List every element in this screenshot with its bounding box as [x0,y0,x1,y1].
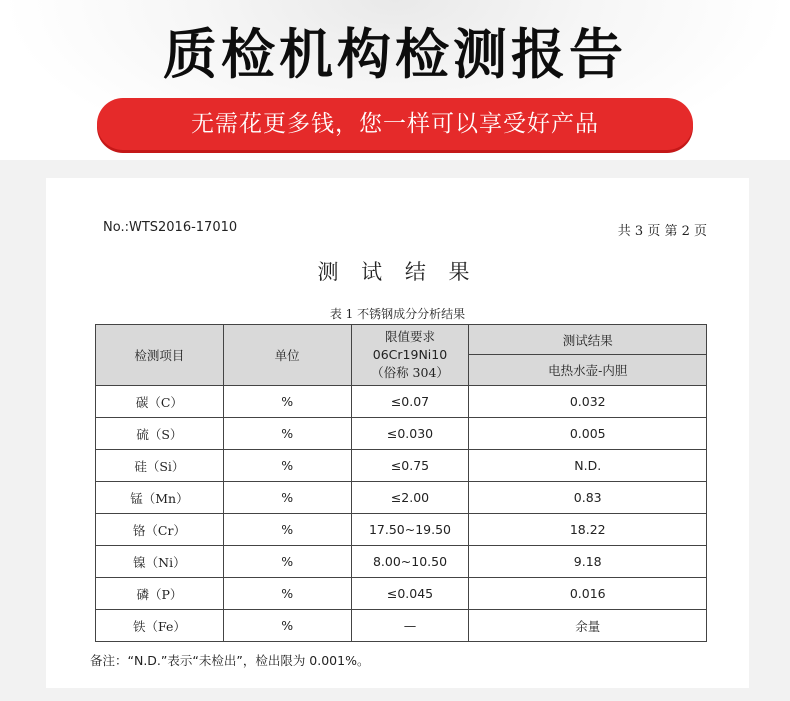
cell-limit: 8.00~10.50 [351,546,469,578]
table-row [96,482,707,514]
cell-item: 碳（C） [96,386,224,418]
cell-limit: 17.50~19.50 [351,514,469,546]
cell-result: 余量 [469,610,707,642]
report-title: 测 试 结 果 [317,260,478,284]
table-caption: 表 1 不锈钢成分分析结果 [329,307,466,321]
table-row [96,578,707,610]
cell-limit: ≤2.00 [351,482,469,514]
cell-unit: % [223,482,351,514]
requirement-label: 限值要求 [384,329,435,344]
cell-limit: ≤0.75 [351,450,469,482]
table-row [96,418,707,450]
cell-result: 0.032 [469,386,707,418]
cell-item: 硅（Si） [96,450,224,482]
header-unit: 单位 [223,325,351,386]
cell-limit: ≤0.045 [351,578,469,610]
report-number: No.:WTS2016-17010 [103,220,238,235]
cell-result: 0.005 [469,418,707,450]
cell-result: 18.22 [469,514,707,546]
cell-unit: % [223,418,351,450]
page-info: 共 3 页 第 2 页 [617,224,707,239]
requirement-grade: 06Cr19Ni10 [372,347,448,362]
requirement-alias: （俗称 304） [371,365,449,380]
cell-item: 硫（S） [96,418,224,450]
header-requirement [351,325,469,386]
cell-unit: % [223,514,351,546]
header-result: 测试结果 [469,325,707,355]
cell-item: 铁（Fe） [96,610,224,642]
cell-unit: % [223,610,351,642]
table-row [96,514,707,546]
table-row [96,610,707,642]
cell-unit: % [223,578,351,610]
cell-result: N.D. [469,450,707,482]
cell-item: 磷（P） [96,578,224,610]
cell-limit: ≤0.07 [351,386,469,418]
results-table [95,324,707,642]
page-title: 质检机构检测报告 [163,23,627,86]
cell-result: 9.18 [469,546,707,578]
cell-unit: % [223,546,351,578]
table-row [96,546,707,578]
table-header-row [96,325,707,355]
cell-unit: % [223,386,351,418]
cell-result: 0.016 [469,578,707,610]
cell-unit: % [223,450,351,482]
footnote: 备注：“N.D.”表示“未检出”，检出限为 0.001%。 [90,653,370,668]
header-sample: 电热水壶-内胆 [469,355,707,386]
cell-limit: ≤0.030 [351,418,469,450]
header-item: 检测项目 [96,325,224,386]
cell-limit: — [351,610,469,642]
table-row [96,450,707,482]
report-sheet [46,178,749,688]
cell-item: 镍（Ni） [96,546,224,578]
cell-item: 铬（Cr） [96,514,224,546]
cell-result: 0.83 [469,482,707,514]
cell-item: 锰（Mn） [96,482,224,514]
table-row [96,386,707,418]
promo-banner: 无需花更多钱，您一样可以享受好产品 [97,98,693,150]
